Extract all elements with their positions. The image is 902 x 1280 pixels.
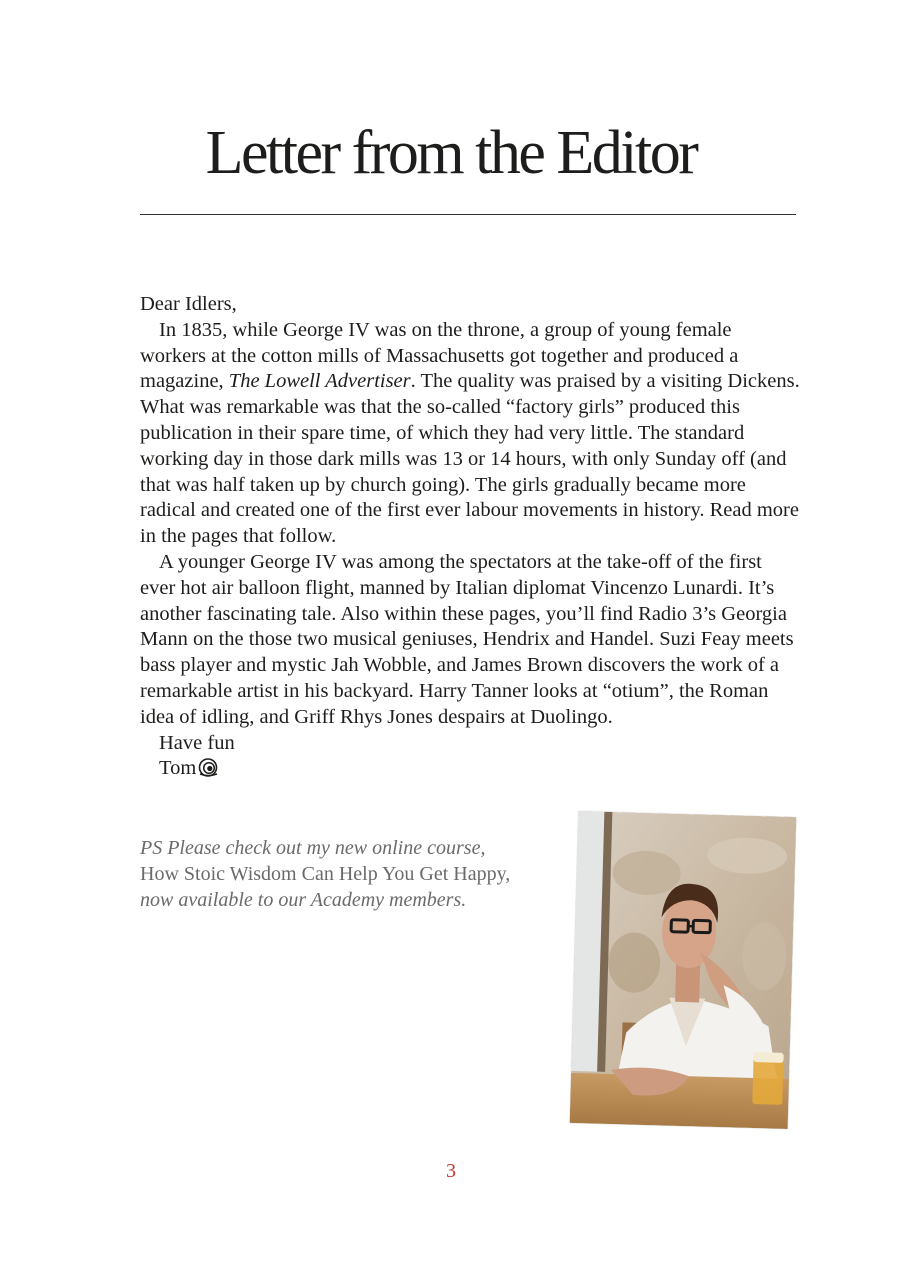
paragraph-1-text-b: . The quality was praised by a visiting Dickens. What was remarkable was that the so-called “factory girls” produced this publication in their spare time, of which they had very little. The standard working day in those dark mills was 13 or 14 hours, with only Sunday off (and that was half taken up by church going). The girls gradually became more radical and created one of the first ever labour movements in history. Read more in the pages that follow. [140, 370, 800, 548]
course-title: How Stoic Wisdom Can Help You Get Happy, [140, 862, 511, 885]
ps-line-1: PS Please check out my new online course, [140, 837, 486, 859]
signature: Tom [159, 757, 197, 780]
ps-line-3: now available to our Academy members. [140, 888, 467, 911]
page-title: Letter from the Editor [205, 119, 697, 187]
signature-line [140, 756, 800, 782]
letter-body [140, 292, 800, 782]
publication-title: The Lowell Advertiser [228, 370, 411, 393]
title-divider [140, 214, 796, 215]
snail-icon [197, 757, 219, 777]
closing: Have fun [159, 731, 235, 754]
paragraph-1-text-a: In 1835, while George IV was on the throne, a group of young female workers at the cotton mills of Massachusetts got together and produced a magazine, [140, 318, 739, 393]
letter-paragraph-2: A younger George IV was among the spectators at the take-off of the first ever hot air balloon flight, manned by Italian diplomat Vincenzo Lunardi. It’s another fascinating tale. Also within these pages, you’ll find Radio 3’s Georgia Mann on the those two musical geniuses, Hendrix and Handel. Suzi Feay meets bass player and mystic Jah Wobble, and James Brown discovers the work of a remarkable artist in his backyard. Harry Tanner looks at “otium”, the Roman idea of idling, and Griff Rhys Jones despairs at Duolingo. [140, 550, 794, 728]
letter-paragraph-1 [140, 318, 800, 550]
postscript [140, 836, 570, 913]
page-number: 3 [446, 1160, 456, 1182]
editor-photo [570, 811, 797, 1129]
greeting: Dear Idlers, [140, 293, 237, 315]
